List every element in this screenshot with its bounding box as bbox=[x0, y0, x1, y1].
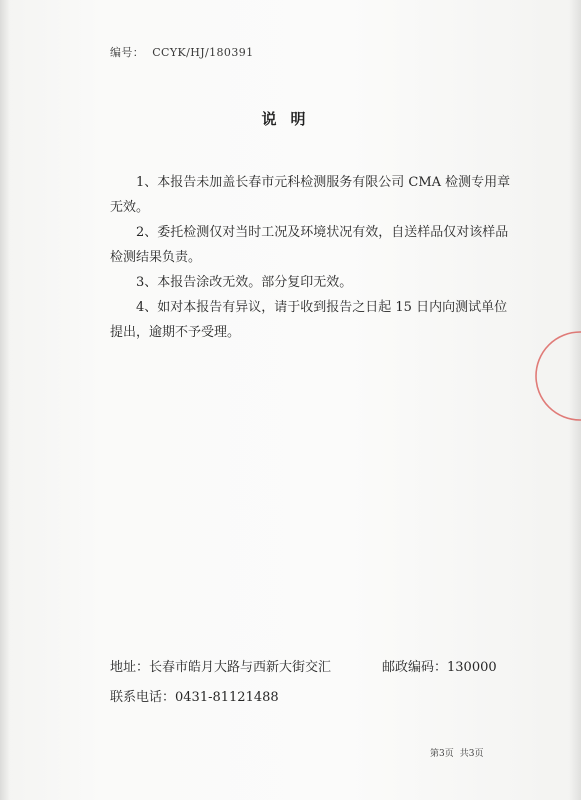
postcode-label: 邮政编码： bbox=[382, 660, 448, 675]
page-indicator bbox=[430, 746, 483, 759]
page-current: 第3页 bbox=[430, 749, 454, 759]
note-paragraph-4: 4、如对本报告有异议，请于收到报告之日起 15 日内向测试单位提出，逾期不予受理。 bbox=[110, 300, 508, 340]
address-line bbox=[110, 656, 331, 675]
page-title: 说明 bbox=[261, 110, 320, 128]
postcode-line bbox=[382, 656, 497, 675]
seal-stamp-icon bbox=[520, 328, 581, 424]
document-number-label: 编号： bbox=[110, 46, 145, 59]
note-paragraph-2: 2、委托检测仅对当时工况及环境状况有效，自送样品仅对该样品检测结果负责。 bbox=[110, 225, 509, 265]
notes-body bbox=[110, 170, 520, 345]
postcode-value: 130000 bbox=[447, 660, 497, 675]
phone-value: 0431-81121488 bbox=[175, 690, 279, 705]
address-label: 地址： bbox=[110, 660, 150, 675]
document-number-value: CCYK/HJ/180391 bbox=[152, 46, 254, 59]
phone-label: 联系电话： bbox=[110, 690, 176, 705]
phone-line bbox=[110, 686, 279, 705]
address-value: 长春市皓月大路与西新大街交汇 bbox=[149, 660, 332, 675]
note-paragraph-3: 3、本报告涂改无效。部分复印无效。 bbox=[136, 275, 353, 290]
note-paragraph-1: 1、本报告未加盖长春市元科检测服务有限公司 CMA 检测专用章无效。 bbox=[110, 175, 511, 215]
document-number bbox=[110, 44, 254, 60]
page-total: 共3页 bbox=[459, 749, 484, 759]
